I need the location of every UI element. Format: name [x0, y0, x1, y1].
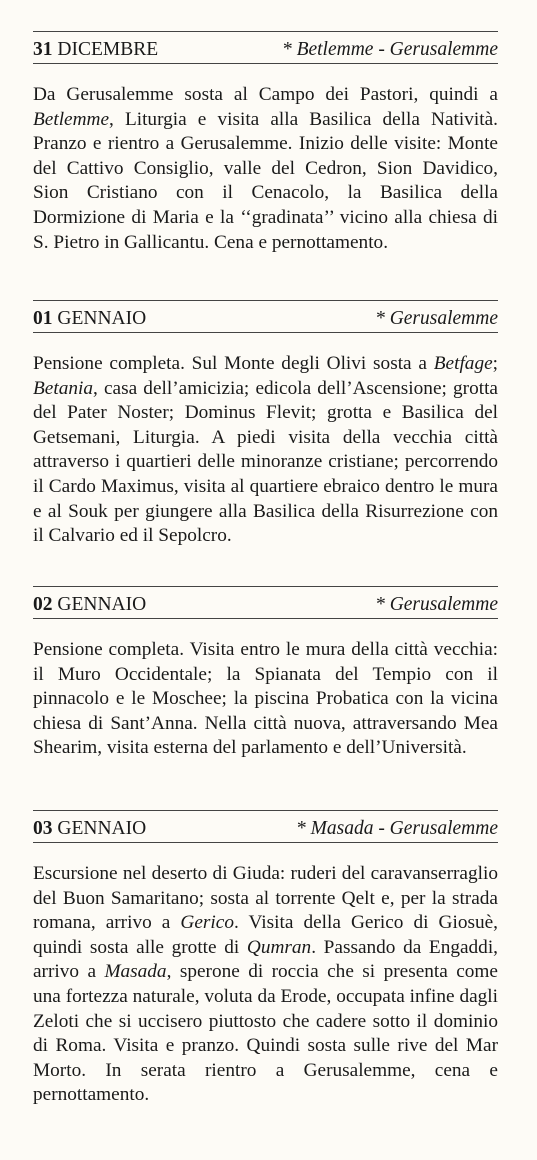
location-asterisk: * — [375, 594, 385, 615]
day-date — [33, 308, 146, 330]
day-month: GENNAIO — [57, 818, 147, 839]
text-run: Escursione nel deserto di Giuda: ruderi del caravanserraglio del Buon Samaritano; sosta al torrente Qelt e, per la strada romana, arrivo a — [33, 863, 498, 934]
text-run: , casa dell’amicizia; edicola dell’Ascensione; grotta del Pater Noster; Dominus Flevit; grotta e Basilica del Getsemani, Liturgia. A piedi visita della vecchia città attraverso i quartieri delle minoranze cristiane; percorrendo il Cardo Maximus, visita al quartiere ebraico dentro le mura e al Souk per giungere alla Basilica della Risurrezione con il Calvario ed il Sepolcro. — [33, 377, 498, 547]
day-month: GENNAIO — [57, 308, 147, 329]
top-rule — [33, 31, 498, 32]
location-name: Masada - Gerusalemme — [310, 818, 498, 839]
place-italic: Betfage — [433, 353, 493, 374]
day-date — [33, 594, 146, 616]
location-name: Betlemme - Gerusalemme — [296, 39, 498, 60]
day-header — [33, 818, 498, 843]
place-italic: Betlemme — [33, 108, 110, 130]
day-description — [33, 83, 498, 255]
day-entry-31-dicembre — [33, 31, 498, 255]
day-number: 02 — [33, 594, 53, 615]
day-header — [33, 39, 498, 64]
day-date — [33, 818, 146, 840]
day-location — [282, 39, 498, 61]
place-italic: Qumran — [246, 936, 312, 958]
text-run: Pensione completa. Visita entro le mura della città vecchia: il Muro Occidentale; la Spianata del Tempio con il pinnacolo e le Moschee; la piscina Probatica con la vicina chiesa di Sant’Anna. Nella città nuova, attraversando Mea Shearim, visita esterna del parlamento e dell’Università. — [33, 639, 498, 759]
top-rule — [33, 810, 498, 811]
day-number: 01 — [33, 308, 53, 329]
location-asterisk: * — [281, 39, 292, 60]
location-asterisk: * — [295, 818, 306, 839]
text-run: , sperone di roccia che si presenta come una fortezza naturale, voluta da Erode, occupata infine dagli Zeloti che si uccisero piuttosto che cadere sotto il dominio di Roma. Visita e pranzo. Quindi sosta sulle rive del Mar Morto. In serata rientro a Gerusalemme, cena e pernottamento. — [33, 961, 498, 1106]
day-header — [33, 308, 498, 333]
top-rule — [33, 586, 498, 587]
top-rule — [33, 300, 498, 301]
day-number: 31 — [33, 39, 53, 60]
text-run: . Visita della Gerico di Giosuè, quindi sosta alle grotte di — [33, 912, 499, 958]
text-run: ; — [492, 353, 498, 374]
text-run: , Liturgia e visita alla Basilica della Natività. Pranzo e rientro a Gerusalemme. Inizio delle visite: Monte del Cattivo Consiglio, valle del Cedron, Sion Davidico, Sion Cristiano con il Cenacolo, la Basilica della Dormizione di Maria e la ‘‘gradinata’’ vicino alla chiesa di S. Pietro in Gallicantu. Cena e pernottamento. — [33, 108, 498, 253]
location-asterisk: * — [375, 308, 385, 329]
day-entry-03-gennaio — [33, 810, 498, 1108]
text-run: Da Gerusalemme sosta al Campo dei Pastori, quindi a — [33, 84, 498, 105]
text-run: . Passando da Engaddi, arrivo a — [33, 936, 499, 983]
place-italic: Gerico — [180, 912, 234, 934]
day-location — [375, 594, 498, 616]
day-entry-02-gennaio — [33, 586, 498, 761]
text-run: Pensione completa. Sul Monte degli Olivi sosta a — [33, 353, 434, 374]
day-entry-01-gennaio — [33, 300, 498, 549]
day-month: DICEMBRE — [57, 39, 159, 60]
day-location — [296, 818, 498, 840]
day-date — [33, 39, 158, 61]
day-description — [33, 352, 498, 549]
day-number: 03 — [33, 818, 53, 839]
day-description — [33, 638, 498, 761]
day-month: GENNAIO — [57, 594, 147, 615]
day-location — [375, 308, 498, 330]
location-name: Gerusalemme — [389, 308, 498, 329]
location-name: Gerusalemme — [389, 594, 498, 615]
place-italic: Betania — [33, 377, 93, 399]
place-italic: Masada — [104, 961, 167, 983]
day-description — [33, 862, 498, 1108]
day-header — [33, 594, 498, 619]
